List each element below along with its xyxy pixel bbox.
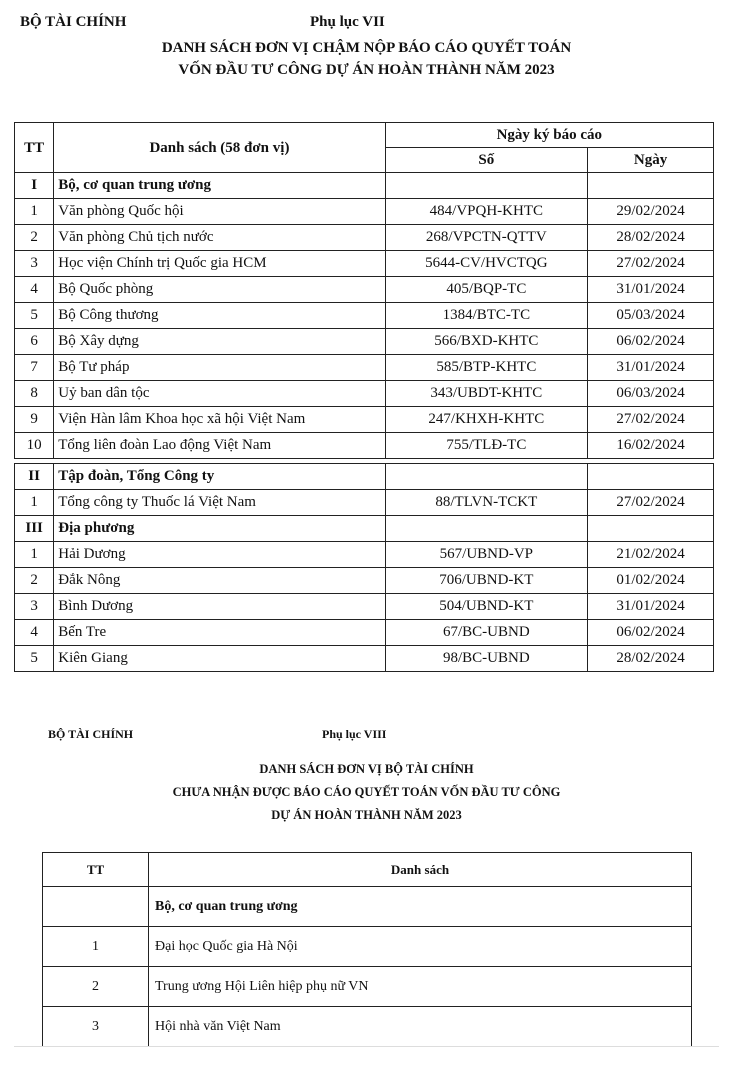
row-tt: 2 [15, 225, 54, 251]
page-title-line-2: VỐN ĐẦU TƯ CÔNG DỰ ÁN HOÀN THÀNH NĂM 2023 [178, 62, 555, 78]
row-tt: 3 [15, 251, 54, 277]
table-row [15, 225, 714, 251]
row-number: 5644-CV/HVCTQG [385, 251, 587, 277]
row-number: 566/BXD-KHTC [385, 329, 587, 355]
missing-report-table [42, 852, 692, 1047]
org-name: BỘ TÀI CHÍNH [20, 14, 127, 30]
row-date: 29/02/2024 [588, 199, 714, 225]
row-date: 21/02/2024 [588, 542, 714, 568]
section-tt: III [15, 516, 54, 542]
table-row [15, 199, 714, 225]
row-date: 06/03/2024 [588, 381, 714, 407]
late-report-table [14, 122, 714, 672]
row-date: 31/01/2024 [588, 277, 714, 303]
row-name: Văn phòng Chủ tịch nước [54, 225, 385, 251]
row-date: 31/01/2024 [588, 355, 714, 381]
table-row [43, 927, 692, 967]
row-tt: 8 [15, 381, 54, 407]
table-row [15, 355, 714, 381]
row-date: 27/02/2024 [588, 407, 714, 433]
row-name: Trung ương Hội Liên hiệp phụ nữ VN [149, 967, 692, 1007]
row-tt: 5 [15, 303, 54, 329]
row-name: Bộ Xây dựng [54, 329, 385, 355]
header-number: Số [385, 148, 587, 173]
row-name: Đại học Quốc gia Hà Nội [149, 927, 692, 967]
row-date: 28/02/2024 [588, 225, 714, 251]
row-number: 268/VPCTN-QTTV [385, 225, 587, 251]
table-row [15, 407, 714, 433]
row-name: Kiên Giang [54, 646, 385, 672]
row-date: 28/02/2024 [588, 646, 714, 672]
row-tt: 4 [15, 277, 54, 303]
row-tt: 9 [15, 407, 54, 433]
row-name: Bộ Công thương [54, 303, 385, 329]
row-name: Văn phòng Quốc hội [54, 199, 385, 225]
row-date: 31/01/2024 [588, 594, 714, 620]
row-number: 706/UBND-KT [385, 568, 587, 594]
row-name: Bến Tre [54, 620, 385, 646]
row-name: Hải Dương [54, 542, 385, 568]
row-date: 06/02/2024 [588, 620, 714, 646]
appendix-label-2: Phụ lục VIII [322, 727, 387, 741]
table-row [15, 433, 714, 459]
row-tt: 3 [43, 1007, 149, 1047]
table-row [15, 568, 714, 594]
row-tt: 2 [43, 967, 149, 1007]
row-tt: 1 [15, 199, 54, 225]
row-name: Học viện Chính trị Quốc gia HCM [54, 251, 385, 277]
org-name-2: BỘ TÀI CHÍNH [48, 727, 134, 741]
table-row [15, 277, 714, 303]
row-tt: 1 [15, 490, 54, 516]
row-tt: 1 [15, 542, 54, 568]
row-number: 67/BC-UBND [385, 620, 587, 646]
row-name: Uỷ ban dân tộc [54, 381, 385, 407]
row-name: Tổng liên đoàn Lao động Việt Nam [54, 433, 385, 459]
page-title-2-line-2: CHƯA NHẬN ĐƯỢC BÁO CÁO QUYẾT TOÁN VỐN ĐẦU TƯ CÔNG [172, 785, 561, 799]
row-tt: 6 [15, 329, 54, 355]
row-date: 05/03/2024 [588, 303, 714, 329]
section-row [43, 887, 692, 927]
table-row [15, 329, 714, 355]
page-title-2-line-3: DỰ ÁN HOÀN THÀNH NĂM 2023 [271, 808, 462, 822]
row-number: 405/BQP-TC [385, 277, 587, 303]
section-name: Tập đoàn, Tổng Công ty [54, 464, 385, 490]
row-number: 755/TLĐ-TC [385, 433, 587, 459]
section-name-2: Bộ, cơ quan trung ương [149, 887, 692, 927]
header-tt: TT [15, 123, 54, 173]
row-number: 567/UBND-VP [385, 542, 587, 568]
row-tt: 3 [15, 594, 54, 620]
table-row [15, 490, 714, 516]
section-row [15, 464, 714, 490]
section-tt: I [15, 173, 54, 199]
row-tt: 5 [15, 646, 54, 672]
table-row [15, 381, 714, 407]
row-date: 27/02/2024 [588, 251, 714, 277]
header-list: Danh sách (58 đơn vị) [54, 123, 385, 173]
section-name: Bộ, cơ quan trung ương [54, 173, 385, 199]
row-number: 484/VPQH-KHTC [385, 199, 587, 225]
row-number: 585/BTP-KHTC [385, 355, 587, 381]
row-name: Đắk Nông [54, 568, 385, 594]
header-list-2: Danh sách [149, 853, 692, 887]
row-tt: 4 [15, 620, 54, 646]
row-tt: 1 [43, 927, 149, 967]
row-name: Viện Hàn lâm Khoa học xã hội Việt Nam [54, 407, 385, 433]
row-name: Bình Dương [54, 594, 385, 620]
section-name: Địa phương [54, 516, 385, 542]
row-number: 98/BC-UBND [385, 646, 587, 672]
appendix-label: Phụ lục VII [310, 14, 385, 30]
section-row [15, 516, 714, 542]
row-number: 504/UBND-KT [385, 594, 587, 620]
row-name: Bộ Tư pháp [54, 355, 385, 381]
row-name: Tổng công ty Thuốc lá Việt Nam [54, 490, 385, 516]
row-tt: 7 [15, 355, 54, 381]
row-number: 88/TLVN-TCKT [385, 490, 587, 516]
page-title-line-1: DANH SÁCH ĐƠN VỊ CHẬM NỘP BÁO CÁO QUYẾT TOÁN [161, 40, 572, 56]
row-tt: 10 [15, 433, 54, 459]
row-date: 06/02/2024 [588, 329, 714, 355]
table-row [15, 303, 714, 329]
row-date: 16/02/2024 [588, 433, 714, 459]
row-date: 27/02/2024 [588, 490, 714, 516]
section-row [15, 173, 714, 199]
section-tt: II [15, 464, 54, 490]
page-title-2-line-1: DANH SÁCH ĐƠN VỊ BỘ TÀI CHÍNH [259, 762, 474, 776]
header-date: Ngày [588, 148, 714, 173]
row-number: 247/KHXH-KHTC [385, 407, 587, 433]
table-row [43, 967, 692, 1007]
row-name: Bộ Quốc phòng [54, 277, 385, 303]
row-date: 01/02/2024 [588, 568, 714, 594]
header-tt-2: TT [43, 853, 149, 887]
header-report-date: Ngày ký báo cáo [385, 123, 713, 148]
table-row [15, 646, 714, 672]
row-number: 343/UBDT-KHTC [385, 381, 587, 407]
table-row [15, 251, 714, 277]
bottom-rule [14, 1046, 719, 1047]
row-number: 1384/BTC-TC [385, 303, 587, 329]
table-row [15, 594, 714, 620]
table-row [15, 542, 714, 568]
row-name: Hội nhà văn Việt Nam [149, 1007, 692, 1047]
table-row [43, 1007, 692, 1047]
table-row [15, 620, 714, 646]
row-tt: 2 [15, 568, 54, 594]
